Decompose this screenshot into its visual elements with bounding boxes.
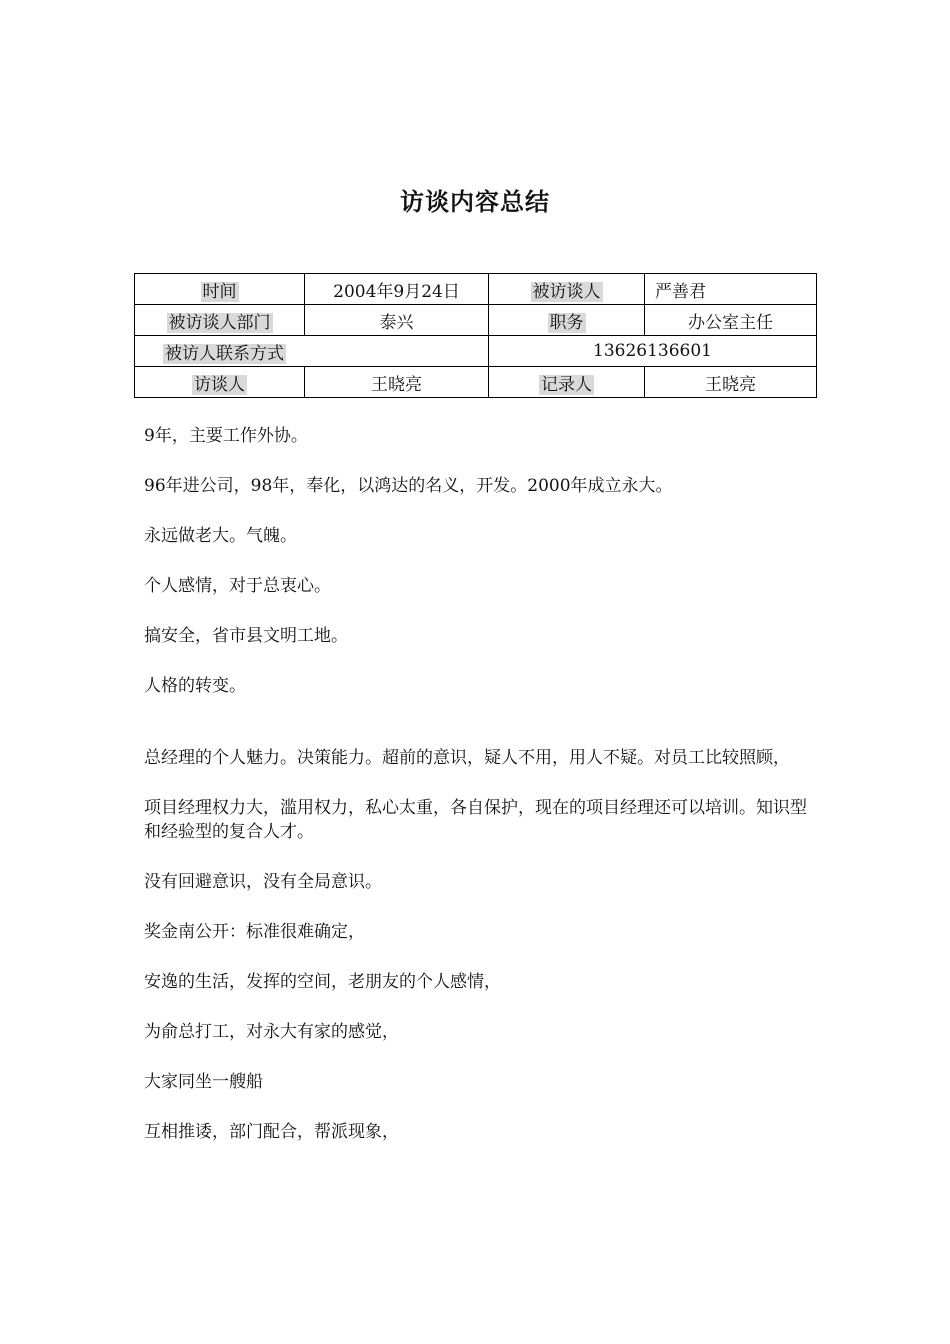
time-value: 2004年9月24日 — [305, 274, 489, 305]
interviewee-label: 被访谈人 — [532, 281, 601, 302]
position-label-cell — [489, 305, 645, 336]
contact-label: 被访人联系方式 — [165, 343, 284, 364]
note-paragraph: 9年，主要工作外协。 — [144, 426, 308, 446]
note-paragraph: 没有回避意识，没有全局意识。 — [144, 872, 382, 892]
interviewee-label-cell — [489, 274, 645, 305]
note-paragraph: 人格的转变。 — [144, 676, 246, 696]
time-label-cell — [135, 274, 305, 305]
interviewer-label: 访谈人 — [194, 374, 245, 395]
department-label: 被访谈人部门 — [168, 312, 271, 333]
note-paragraph: 个人感情，对于总衷心。 — [144, 576, 331, 596]
table-row — [135, 305, 817, 336]
note-paragraph: 为俞总打工，对永大有家的感觉， — [144, 1022, 399, 1042]
interviewer-value: 王晓亮 — [305, 367, 489, 398]
department-value: 泰兴 — [305, 305, 489, 336]
note-paragraph: 互相推诿，部门配合，帮派现象， — [144, 1122, 399, 1142]
table-row — [135, 336, 817, 367]
note-paragraph: 奖金南公开：标准很难确定， — [144, 922, 365, 942]
note-paragraph: 96年进公司，98年，奉化，以鸿达的名义，开发。2000年成立永大。 — [144, 476, 673, 496]
contact-label-cell — [135, 336, 489, 367]
note-paragraph: 永远做老大。气魄。 — [144, 526, 297, 546]
department-label-cell — [135, 305, 305, 336]
time-label: 时间 — [202, 281, 237, 302]
note-paragraph: 搞安全，省市县文明工地。 — [144, 626, 348, 646]
note-paragraph: 总经理的个人魅力。决策能力。超前的意识，疑人不用，用人不疑。对员工比较照顾， — [144, 748, 790, 768]
recorder-label: 记录人 — [541, 374, 592, 395]
interview-info-table — [134, 273, 817, 398]
interviewee-value: 严善君 — [645, 274, 817, 305]
interviewer-label-cell — [135, 367, 305, 398]
interview-notes — [144, 424, 812, 1170]
contact-value: 13626136601 — [489, 336, 817, 367]
recorder-label-cell — [489, 367, 645, 398]
position-label: 职务 — [549, 312, 584, 333]
position-value: 办公室主任 — [645, 305, 817, 336]
note-paragraph: 安逸的生活，发挥的空间，老朋友的个人感情， — [144, 972, 501, 992]
table-row — [135, 367, 817, 398]
note-paragraph: 大家同坐一艘船 — [144, 1072, 263, 1092]
recorder-value: 王晓亮 — [645, 367, 817, 398]
page-title: 访谈内容总结 — [400, 187, 550, 216]
note-paragraph: 项目经理权力大，滥用权力，私心太重，各自保护，现在的项目经理还可以培训。知识型和经验型的复合人才。 — [144, 798, 807, 842]
table-row — [135, 274, 817, 305]
